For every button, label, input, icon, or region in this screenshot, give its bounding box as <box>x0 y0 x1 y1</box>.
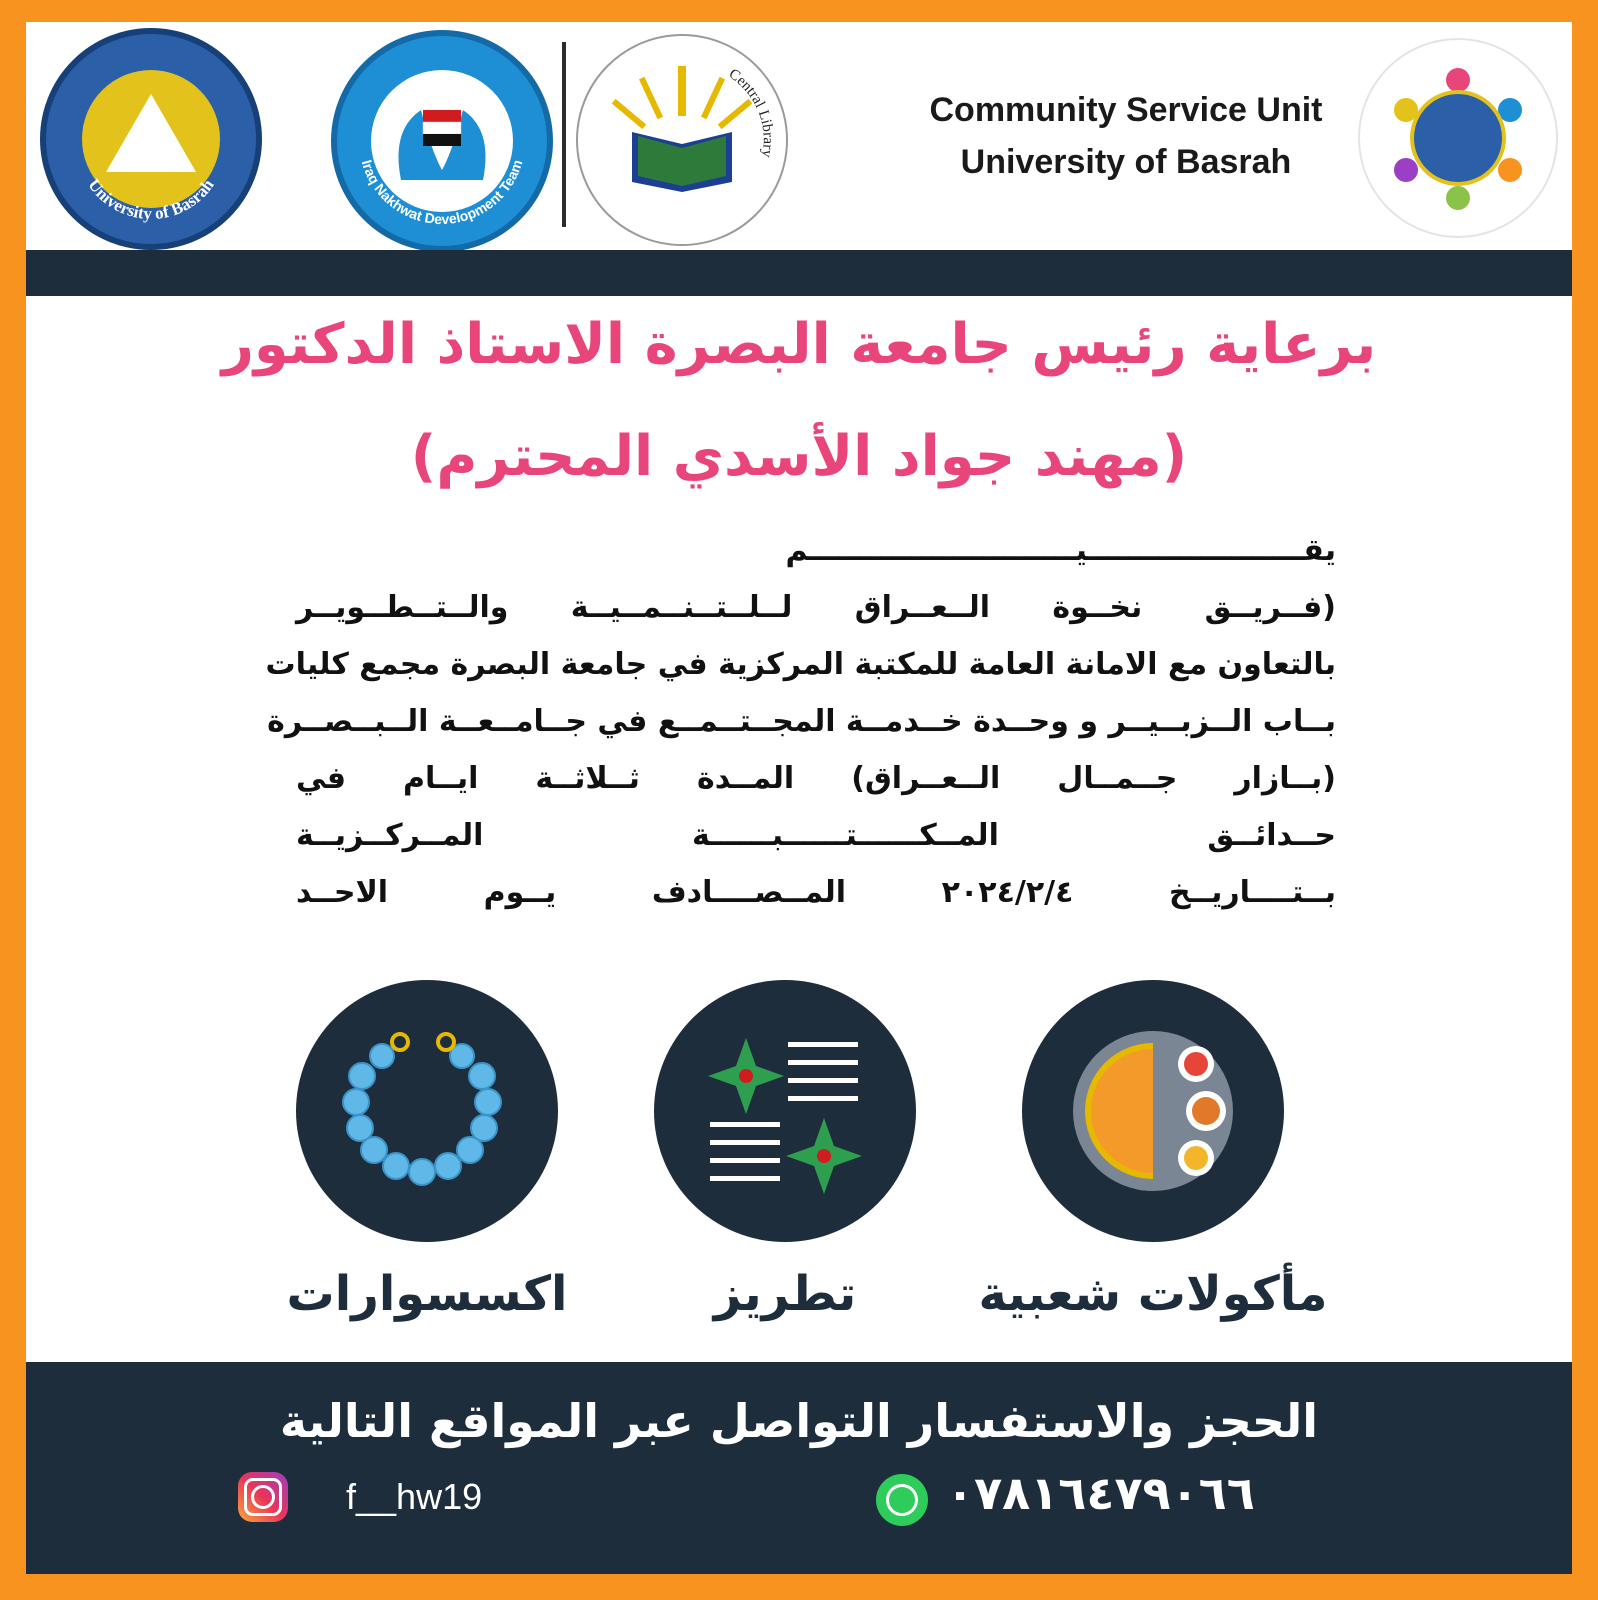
announcement-line: بــاب الــزبــيــر و وحــدة خــدمــة المجــتــمــع في جــامــعــة الــبــصــرة <box>267 704 1336 739</box>
accessories-circle <box>296 980 558 1242</box>
announcement-line: (فــريــق نخــوة الــعــراق لــلــتــنــمــيــة والــتــطــويــر <box>296 590 1336 625</box>
embroidery-icon <box>654 980 916 1242</box>
whatsapp-icon[interactable] <box>876 1474 928 1526</box>
header-bar <box>26 250 1572 296</box>
category-label-accessories: اكسسوارات <box>286 1266 568 1322</box>
category-label-food: مأكولات شعبية <box>978 1266 1328 1322</box>
header <box>26 22 1572 252</box>
category-label-embroidery: تطريز <box>713 1266 857 1322</box>
header-title-line1: Community Service Unit <box>929 91 1323 129</box>
announcement-line: (بــازار جــمــال الــعــراق) المــدة ثــلاثــة ايــام في <box>296 761 1336 796</box>
nakhwat-team-logo <box>331 30 553 252</box>
embroidery-circle <box>654 980 916 1242</box>
svg-text:Iraq Nakhwat Development Team <box>359 158 526 228</box>
nakhwat-logo-text: Iraq Nakhwat Development Team <box>358 157 526 228</box>
announcement-text <box>265 522 1336 921</box>
poster <box>26 22 1572 1574</box>
central-library-logo <box>576 34 788 246</box>
community-service-unit-logo <box>1358 38 1558 238</box>
food-plate-icon <box>1022 980 1284 1242</box>
logo-divider <box>562 42 566 227</box>
footer <box>26 1362 1572 1574</box>
food-circle <box>1022 980 1284 1242</box>
sponsor-line-1: برعاية رئيس جامعة البصرة الاستاذ الدكتور <box>221 312 1377 377</box>
footer-heading: الحجز والاستفسار التواصل عبر المواقع التالية <box>279 1394 1319 1448</box>
header-title-line2: University of Basrah <box>960 143 1292 181</box>
sponsor-line-2: (مهند جواد الأسدي المحترم) <box>410 424 1188 489</box>
phone-number[interactable]: ٠٧٨١٦٤٧٩٠٦٦ <box>946 1466 1255 1520</box>
announcement-line: حــدائــق المــكــــــتــــــبــــــة المــركــزيــة <box>296 818 1336 853</box>
instagram-handle[interactable]: f__hw19 <box>346 1476 483 1517</box>
announcement-line: بالتعاون مع الامانة العامة للمكتبة المركزية في جامعة البصرة مجمع كليات <box>265 647 1336 682</box>
bracelet-icon <box>296 980 558 1242</box>
university-of-basrah-logo <box>40 28 262 250</box>
basrah-logo-text: University of Basrah <box>84 175 218 224</box>
library-logo-text: Central Library <box>725 65 776 159</box>
announcement-line: بــتــــاريــخ ٢٠٢٤/٢/٤ المــصــــادف يــوم الاحــد <box>296 875 1336 910</box>
header-title <box>906 84 1346 188</box>
instagram-icon[interactable] <box>238 1472 288 1522</box>
svg-text:University of Basrah <box>84 175 218 223</box>
announcement-line: يقـــــــــــــــــــــيــــــــــــــــــــــــــم <box>785 533 1336 568</box>
